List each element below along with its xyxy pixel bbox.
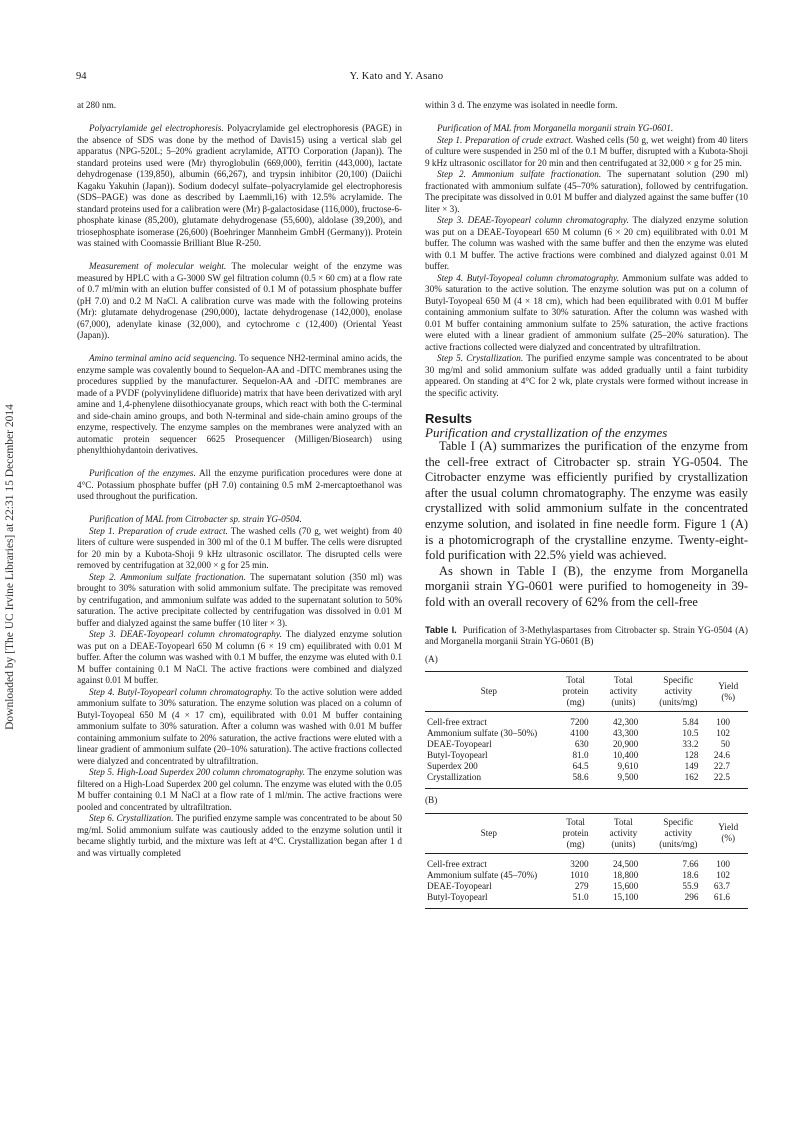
cell-specific: 33.2 <box>682 739 699 750</box>
table-row <box>425 712 748 729</box>
paragraph-molecular-weight <box>77 261 402 342</box>
step-1 <box>425 135 748 170</box>
step-heading: Step 6. Crystallization. <box>89 813 174 823</box>
left-column <box>77 100 402 859</box>
step-body: To the active solution were added ammonium sulfate to 30% saturation. The enzyme solution was placed on a column of Butyl-Toyopeal 650 M (4 × 17 cm), equilibrated with 0.01 M buffer containing ammonium sulfate to 30% saturation. After a column was washed with 0.01 M buffer containing ammonium sulfate to 20% saturation, the active fractions were eluted with a linear gradient of ammonium sulfate (20–10% saturation). The active fractions collected were dialyzed and concentrated by ultrafiltration. <box>77 686 402 766</box>
cell-yield: 100 <box>716 717 730 728</box>
cell-protein: 51.0 <box>553 892 599 909</box>
cell-protein: 1010 <box>570 869 589 880</box>
step-heading: Step 1. Preparation of crude extract. <box>437 134 574 145</box>
column-header-step: Step <box>425 813 553 853</box>
table-row <box>425 870 748 881</box>
step-body: Ammonium sulfate was added to 30% saturation to the active solution. The enzyme solution was put on a column of Butyl-Toyopeal 650 M (4 × 18 cm), which had been equilibrated with 0.01 M buffer containing ammonium sulfate to 30% saturation. After the column was washed with 0.01 M buffer containing ammonium sulfate to 25% saturation, the active fractions were eluted with a linear gradient of ammonium sulfate (25–20% saturation). The active fractions collected were dialyzed and concentrated by ultrafiltration. <box>425 272 748 352</box>
table-row <box>425 881 748 892</box>
cell-yield: 102 <box>716 869 730 880</box>
paragraph-body: To sequence NH2-terminal amino acids, the enzyme sample was covalently bound to Sequelon-AA and -DITC membranes using the procedures supplied by the manufacturer. Sequelon-AA and -DITC membranes are made of a PVDF (polyvinylidene difluoride) matrix that have been derivatized with aryl amine and 1,4-phenylene diisothiocyanate groups, which react with both the C-terminal and side-chain amino groups, and both N-terminal and side-chain amino groups of the enzyme, respectively. The enzyme samples on the membranes were analyzed with an automatic protein sequencer 6625 Prosequencer (Milligen/Biosearch) using phenylthiohydantoin derivatives. <box>77 353 402 455</box>
column-header-protein: Total protein (mg) <box>553 672 599 712</box>
subsection-heading-purification: Purification and crystallization of the enzymes <box>425 424 668 440</box>
table-caption-text: Purification of 3-Methylaspartases from Citrobacter sp. Strain YG-0504 (A) and Morganella morganii Strain YG-0601 (B) <box>425 624 748 647</box>
cell-specific: 149 <box>684 761 699 772</box>
cell-specific: 7.66 <box>682 858 699 869</box>
step-2 <box>425 169 748 215</box>
step-body: The enzyme solution was filtered on a High-Load Superdex 200 gel column. The enzyme was eluted with the 0.05 M buffer containing 0.1 M NaCl at a flow rate of 1 ml/min. The active fractions were pooled and concentrated by ultrafiltration. <box>77 767 402 812</box>
cell-yield: 50 <box>720 739 730 750</box>
cell-activity: 15,600 <box>612 880 639 891</box>
cell-step: Cell-free extract <box>427 717 487 728</box>
download-watermark: Downloaded by [The UC Irvine Libraries] at 22:31 15 December 2014 <box>4 404 16 730</box>
cell-specific: 18.6 <box>682 869 699 880</box>
purification-table-b <box>425 813 748 909</box>
step-body: The washed cells (70 g, wet weight) from 40 liters of culture were suspended in 300 ml of the 0.1 M buffer. The cells were disrupted for 20 min by a Kubota-Shoji 9 kHz ultrasonic oscillator. The disrupted cells were removed by centrifugation at 32,000 × g for 25 min. <box>77 525 402 570</box>
paragraph-sequencing <box>77 353 402 457</box>
table-row <box>425 750 748 761</box>
cell-yield: 102 <box>716 728 730 739</box>
table-section-a-label: (A) <box>425 653 438 664</box>
running-head: Y. Kato and Y. Asano <box>349 71 444 82</box>
paragraph-purification <box>77 468 402 503</box>
column-header-specific: Specific activity (units/mg) <box>648 813 708 853</box>
step-body: The purified enzyme sample was concentrated to be about 30 mg/ml and solid ammonium sulfate was added gradually until a faint turbidity appeared. On standing at 4°C for 2 wk, plate crystals were formed without increase in the specific activity. <box>425 353 748 398</box>
cell-activity: 43,300 <box>612 728 639 739</box>
cell-step: DEAE-Toyopearl <box>427 880 492 891</box>
cell-step: Butyl-Toyopearl <box>425 892 553 909</box>
step-3 <box>77 629 402 687</box>
cell-protein: 64.5 <box>572 761 589 772</box>
cell-activity: 18,800 <box>612 869 639 880</box>
cell-activity: 9,500 <box>599 772 649 789</box>
cell-protein: 58.6 <box>553 772 599 789</box>
paragraph-heading: Purification of the enzymes. <box>89 468 196 478</box>
step-2 <box>77 572 402 630</box>
paragraph-heading: Polyacrylamide gel electrophoresis. <box>89 123 224 133</box>
step-6 <box>77 813 402 859</box>
subsection-heading-citrobacter: Purification of MAL from Citrobacter sp. strain YG-0504. <box>89 514 302 524</box>
table-section-b-label: (B) <box>425 795 438 806</box>
subsection-heading-morganella: Purification of MAL from Morganella morganii strain YG-0601. <box>437 123 674 133</box>
step-heading: Step 2. Ammonium sulfate fractionation. <box>437 169 602 179</box>
page-number: 94 <box>76 71 87 82</box>
table-row <box>425 892 748 909</box>
cell-step: Superdex 200 <box>427 761 478 772</box>
paragraph-page <box>77 123 402 250</box>
cell-step: Cell-free extract <box>427 858 487 869</box>
cell-specific: 296 <box>648 892 708 909</box>
cell-yield: 22.5 <box>708 772 748 789</box>
cell-protein: 630 <box>574 739 589 750</box>
cell-step: DEAE-Toyopearl <box>427 739 492 750</box>
step-body: The dialyzed enzyme solution was put on a DEAE-Toyopearl 650 M column (6 × 20 cm) equilibrated with 0.01 M buffer. The column was washed with the same buffer and then the enzyme was eluted with 0.1 M buffer. The active fractions were combined and dialyzed against 0.01 M buffer. <box>425 215 748 271</box>
paragraph-body: The molecular weight of the enzyme was measured by HPLC with a G-3000 SW gel filtration column (0.5 × 60 cm) at a flow rate of 0.7 ml/min with an elution buffer consisted of 0.1 M of potassium phosphate buffer (pH 7.0) and 0.2 M NaCl. A calibration curve was made with the following proteins (Mr): glutamate dehydrogenase (290,000), lactate dehydrogenase (142,000), enolase (67,000), adenylate kinase (32,000), and cytochrome c (12,400) (Oriental Yeast (Japan)). <box>77 261 403 340</box>
cell-step: Ammonium sulfate (45–70%) <box>427 869 538 880</box>
step-body: The dialyzed enzyme solution was put on a DEAE-Toyopearl 650 M column (6 × 19 cm) equilibrated with 0.01 M buffer. After the column was washed with 0.1 M buffer, the enzyme was eluted with 0.1 M buffer containing 0.1 M NaCl. The active fractions were combined and dialyzed against 0.01 M buffer. <box>77 629 402 685</box>
cell-step: Butyl-Toyopearl <box>427 750 488 761</box>
section-heading-results: Results <box>425 411 472 426</box>
column-header-specific: Specific activity (units/mg) <box>648 672 708 712</box>
step-heading: Step 3. DEAE-Toyopearl column chromatography. <box>89 629 282 639</box>
table-row <box>425 739 748 750</box>
cell-protein: 279 <box>574 880 589 891</box>
table-row <box>425 728 748 739</box>
cell-step: Crystallization <box>425 772 553 789</box>
cell-activity: 42,300 <box>612 717 639 728</box>
column-header-yield: Yield (%) <box>708 813 748 853</box>
cell-specific: 10.5 <box>682 728 699 739</box>
cell-specific: 128 <box>684 750 699 761</box>
cell-yield: 24.6 <box>713 750 730 761</box>
column-header-activity: Total activity (units) <box>599 813 649 853</box>
cell-protein: 3200 <box>570 858 589 869</box>
paragraph-heading: Amino terminal amino acid sequencing. <box>89 353 237 363</box>
paragraph-heading: Measurement of molecular weight. <box>89 261 227 271</box>
step-3 <box>425 215 748 273</box>
table-row <box>425 772 748 789</box>
purification-table-a <box>425 671 748 789</box>
column-header-activity: Total activity (units) <box>599 672 649 712</box>
step-5 <box>425 353 748 399</box>
step-4 <box>425 273 748 354</box>
cell-activity: 9,610 <box>617 761 639 772</box>
step-heading: Step 2. Ammonium sulfate fractionation. <box>89 571 246 582</box>
results-paragraph-2: As shown in Table I (B), the enzyme from Morganella morganii strain YG-0601 were purified to homogeneity in 39-fold with an overall recovery of 62% from the cell-free <box>425 563 748 609</box>
cell-step: Ammonium sulfate (30–50%) <box>427 728 538 739</box>
step-body: Washed cells (50 g, wet weight) from 40 liters of culture were suspended in 250 ml of the 0.1 M buffer, disrupted with a Kubota-Shoji 9 kHz ultrasonic oscillator for 20 min and then centrifugated at 32,000 × g for 25 min. <box>425 134 748 168</box>
cell-activity: 15,100 <box>599 892 649 909</box>
right-column <box>425 100 748 909</box>
step-heading: Step 1. Preparation of crude extract. <box>89 525 228 536</box>
cell-yield: 63.7 <box>713 880 730 891</box>
step-heading: Step 4. Butyl-Toyopearl column chromatography. <box>89 686 273 697</box>
column-header-yield: Yield (%) <box>708 672 748 712</box>
table-label: Table I. <box>425 624 457 635</box>
cell-yield: 22.7 <box>713 761 730 772</box>
cell-yield: 61.6 <box>708 892 748 909</box>
table-caption <box>425 625 748 648</box>
step-heading: Step 3. DEAE-Toyopearl column chromatography. <box>437 215 629 225</box>
step-5 <box>77 767 402 813</box>
paragraph-body: Polyacrylamide gel electrophoresis (PAGE) in the absence of SDS was done by the method of Davis15) using a vertical slab gel apparatus (NPG-520L; 5–20% gradient acrylamide, ATTO Corporation (Japan)). The standard proteins used were (Mr) thyroglobulin (669,000), ferritin (443,000), lactate dehydrogenase (139,850), albumin (66,267), and trypsin inhibitor (20,100) (Daiichi Kagaku Yakuhin (Japan)). Sodium dodecyl sulfate–polyacrylamide gel electrophoresis (SDS–PAGE) was done as described by Laemmli,16) with 12.5% acrylamide. The standard proteins used for a calibration were (Mr) β-galactosidase (116,000), fructose-6-phosphate kinase (85,200), glutamate dehydrogenase (55,600), aldolase (39,200), and triosephosphate isomerase (26,600) (Boehringer Mannheim GmbH (Germany)). Protein was stained with Coomassie Brilliant Blue R-250. <box>77 123 402 248</box>
cell-specific: 162 <box>648 772 708 789</box>
step-heading: Step 4. Butyl-Toyopeal column chromatography. <box>437 272 620 283</box>
paragraph-continuation: within 3 d. The enzyme was isolated in needle form. <box>425 100 618 110</box>
step-4 <box>77 687 402 768</box>
cell-activity: 24,500 <box>612 858 639 869</box>
step-heading: Step 5. High-Load Superdex 200 column chromatography. <box>89 767 305 777</box>
column-header-step: Step <box>425 672 553 712</box>
paragraph-body: All the enzyme purification procedures were done at 4°C. Potassium phosphate buffer (pH 7.0) containing 0.5 mM 2-mercaptoethanol was used throughout the purification. <box>77 468 402 501</box>
cell-activity: 10,400 <box>612 750 639 761</box>
cell-protein: 7200 <box>570 717 589 728</box>
column-header-protein: Total protein (mg) <box>553 813 599 853</box>
step-1 <box>77 526 402 572</box>
step-heading: Step 5. Crystallization. <box>437 353 524 363</box>
results-paragraph-1: Table I (A) summarizes the purification of the enzyme from the cell-free extract of Citrobacter sp. strain YG-0504. The Citrobacter enzyme was efficiently purified by crystallization after the usual column chromatography. The enzyme was easily crystallized with solid ammonium sulfate in the concentrated enzyme solution, and isolated in fine needle form. Figure 1 (A) is a photomicrograph of the crystalline enzyme. Twenty-eight-fold purification with 22.5% yield was achieved. <box>425 439 748 563</box>
table-row <box>425 853 748 870</box>
cell-specific: 5.84 <box>682 717 699 728</box>
cell-yield: 100 <box>716 858 730 869</box>
cell-specific: 55.9 <box>682 880 699 891</box>
step-body: The purified enzyme sample was concentrated to be about 50 mg/ml. Solid ammonium sulfate was cautiously added to the enzyme solution until it became slightly turbid, and the mixture was left at 4°C. Crystallization began after 1 d and was virtually completed <box>77 813 402 858</box>
table-row <box>425 761 748 772</box>
paragraph-continuation: at 280 nm. <box>77 100 117 110</box>
step-body: The supernatant solution (350 ml) was brought to 30% saturation with solid ammonium sulfate. The precipitate was removed by centrifugation, and ammonium sulfate was added to the supernatant solution to 50% saturation. The active precipitate collected by centrifugation was dissolved in 0.01 M buffer and dialyzed against the same buffer (10 liter × 3). <box>77 571 402 628</box>
cell-protein: 4100 <box>570 728 589 739</box>
cell-protein: 81.0 <box>572 750 589 761</box>
cell-activity: 20,900 <box>612 739 639 750</box>
step-body: The supernatant solution (290 ml) fractionated with ammonium sulfate (45–70% saturation), followed by centrifugation. The precipitate was dissolved in 0.01 M buffer and dialyzed against the same buffer (10 liter × 3). <box>425 169 748 214</box>
